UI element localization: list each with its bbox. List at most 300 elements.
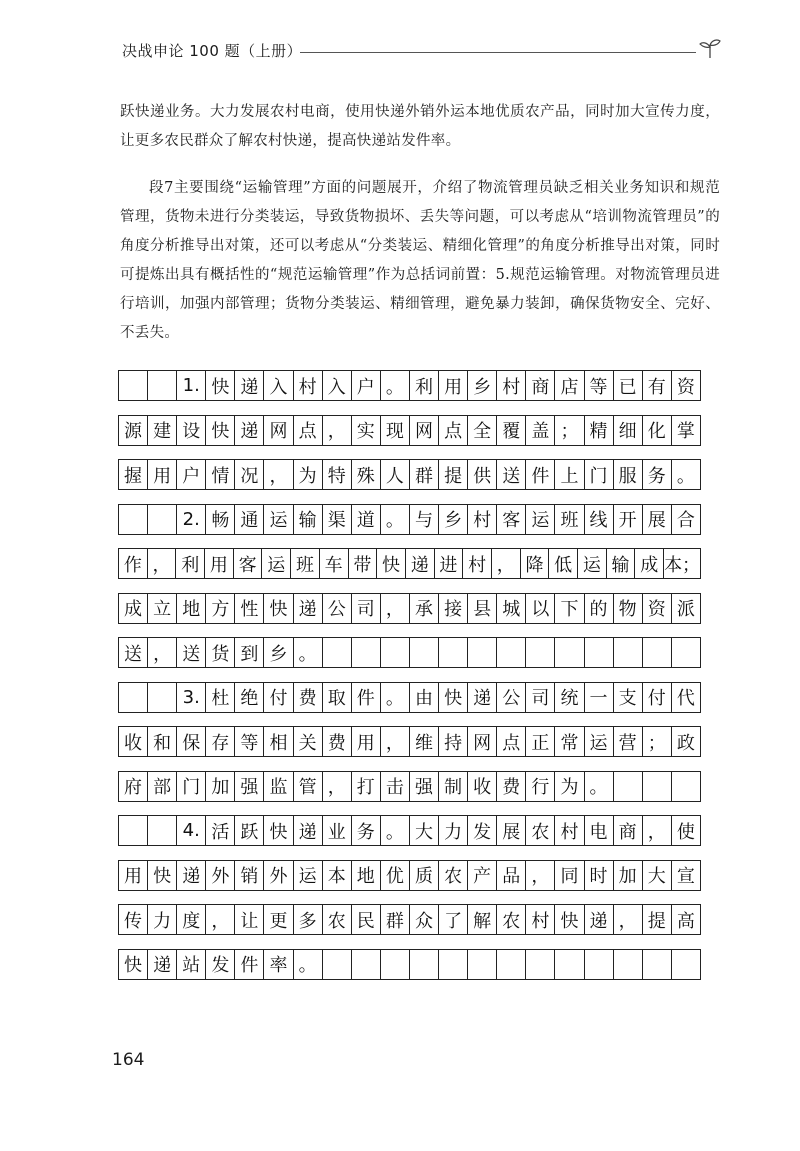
grid-cell: 产	[468, 861, 497, 890]
grid-cell: 。	[381, 371, 410, 400]
grid-cell: 存	[206, 727, 235, 756]
grid-cell	[614, 950, 643, 979]
grid-cell: 业	[323, 816, 352, 845]
grid-cell	[643, 638, 672, 667]
grid-cell: 用	[205, 549, 234, 578]
grid-cell: ，	[526, 861, 555, 890]
grid-cell	[410, 950, 439, 979]
grid-cell: 绝	[235, 683, 264, 712]
grid-cell	[323, 638, 352, 667]
grid-cell: 县	[468, 594, 497, 623]
grid-cell: 外	[264, 861, 293, 890]
grid-cell	[672, 950, 700, 979]
grid-cell: ，	[323, 416, 352, 445]
grid-cell	[643, 950, 672, 979]
grid-cell: 农	[526, 816, 555, 845]
grid-cell: 关	[294, 727, 323, 756]
grid-row	[118, 682, 701, 713]
grid-cell: 殊	[352, 460, 381, 489]
grid-cell: 本	[323, 861, 352, 890]
grid-cell: 群	[410, 460, 439, 489]
grid-cell: 取	[323, 683, 352, 712]
grid-cell	[526, 638, 555, 667]
grid-cell: 打	[352, 772, 381, 801]
grid-cell: 运	[578, 549, 607, 578]
grid-cell: 人	[381, 460, 410, 489]
grid-cell: 。	[676, 465, 695, 487]
grid-cell	[148, 683, 177, 712]
paragraph-continuation: 跃快递业务。大力发展农村电商，使用快递外销外运本地优质农产品，同时加大宣传力度，让更多农民群众了解农村快递，提高快递站发件率。	[120, 104, 720, 149]
grid-cell: 点	[294, 416, 323, 445]
grid-cell: 乡	[439, 505, 468, 534]
grid-cell: 快	[264, 594, 293, 623]
grid-cell: 件	[352, 683, 381, 712]
grid-cell	[439, 638, 468, 667]
grid-cell: 为	[555, 772, 584, 801]
grid-cell	[643, 772, 672, 801]
grid-cell: 传	[119, 905, 148, 934]
grid-cell: 地	[352, 861, 381, 890]
grid-cell: 运	[526, 505, 555, 534]
grid-cell: 成	[635, 549, 664, 578]
grid-cell: 用	[119, 861, 148, 890]
grid-cell: 统	[555, 683, 584, 712]
grid-cell: 部	[148, 772, 177, 801]
grid-cell: 建	[148, 416, 177, 445]
grid-cell: 递	[406, 549, 435, 578]
grid-cell: 班	[291, 549, 320, 578]
running-header	[122, 36, 722, 64]
grid-cell: 的	[585, 594, 614, 623]
grid-cell: ，	[614, 905, 643, 934]
grid-cell: 成	[119, 594, 148, 623]
grid-cell: 户	[352, 371, 381, 400]
sprout-icon	[698, 36, 722, 60]
grid-row	[118, 904, 701, 935]
grid-cell: 杜	[206, 683, 235, 712]
grid-cell: 提	[439, 460, 468, 489]
grid-cell: 况	[235, 460, 264, 489]
grid-cell: 利	[176, 549, 205, 578]
grid-cell	[119, 505, 148, 534]
grid-cell: 付	[643, 683, 672, 712]
grid-cell	[410, 638, 439, 667]
grid-cell: 接	[439, 594, 468, 623]
grid-cell: 畅	[206, 505, 235, 534]
grid-cell: 快	[377, 549, 406, 578]
grid-cell: 户	[177, 460, 206, 489]
grid-cell: 4.	[177, 816, 206, 845]
grid-cell	[352, 638, 381, 667]
grid-cell: 网	[410, 416, 439, 445]
grid-cell: 农	[439, 861, 468, 890]
grid-cell: 村	[526, 905, 555, 934]
grid-cell: 与	[410, 505, 439, 534]
grid-cell: 点	[497, 727, 526, 756]
grid-cell: 等	[235, 727, 264, 756]
grid-cell: 解	[468, 905, 497, 934]
grid-cell: ，	[381, 594, 410, 623]
grid-cell: 时	[585, 861, 614, 890]
grid-cell: 村	[468, 505, 497, 534]
grid-cell	[614, 638, 643, 667]
grid-cell: 村	[555, 816, 584, 845]
grid-cell: 营	[614, 727, 643, 756]
grid-cell: 维	[410, 727, 439, 756]
grid-cell: 高	[676, 910, 695, 932]
grid-cell: 击	[381, 772, 410, 801]
grid-cell: 收	[468, 772, 497, 801]
grid-cell: 品	[497, 861, 526, 890]
grid-cell: 正	[526, 727, 555, 756]
grid-cell: 细	[614, 416, 643, 445]
grid-row	[118, 637, 701, 668]
grid-cell: 。	[294, 638, 323, 667]
grid-cell: 大	[643, 861, 672, 890]
grid-cell: 府	[119, 772, 148, 801]
grid-cell: 强	[410, 772, 439, 801]
grid-cell: 全	[468, 416, 497, 445]
grid-cell: 货	[206, 638, 235, 667]
grid-cell: 派	[676, 599, 695, 620]
header-rule	[300, 52, 696, 53]
grid-cell	[497, 638, 526, 667]
grid-cell: 发	[206, 950, 235, 979]
grid-cell: 电	[585, 816, 614, 845]
grid-cell	[555, 950, 584, 979]
grid-cell	[381, 950, 410, 979]
grid-cell: 费	[294, 683, 323, 712]
grid-cell: ，	[148, 638, 177, 667]
grid-cell: 政	[676, 732, 695, 754]
grid-cell: 带	[349, 549, 378, 578]
grid-cell: 快	[206, 416, 235, 445]
grid-cell: 情	[206, 460, 235, 489]
grid-cell: 监	[264, 772, 293, 801]
grid-cell: 。	[294, 950, 323, 979]
grid-cell: 一	[585, 683, 614, 712]
grid-cell: 源	[119, 416, 148, 445]
grid-cell: 客	[234, 549, 263, 578]
grid-cell: 农	[497, 905, 526, 934]
grid-cell: 地	[177, 594, 206, 623]
grid-cell: 务	[643, 460, 672, 489]
grid-cell: 支	[614, 683, 643, 712]
grid-cell: 门	[585, 460, 614, 489]
grid-cell: 乡	[264, 638, 293, 667]
grid-cell: 开	[614, 505, 643, 534]
grid-cell: 网	[264, 416, 293, 445]
grid-cell: 客	[497, 505, 526, 534]
grid-cell: 质	[410, 861, 439, 890]
grid-cell: 性	[235, 594, 264, 623]
grid-cell: 降	[521, 549, 550, 578]
grid-cell: 送	[497, 460, 526, 489]
grid-cell: 服	[614, 460, 643, 489]
grid-cell: 用	[439, 371, 468, 400]
grid-cell: 跃	[235, 816, 264, 845]
grid-cell: 精	[585, 416, 614, 445]
grid-cell: 和	[148, 727, 177, 756]
grid-cell: 费	[497, 772, 526, 801]
grid-cell: 作	[119, 549, 148, 578]
grid-cell: 城	[497, 594, 526, 623]
grid-cell: 村	[497, 371, 526, 400]
grid-cell: 低	[549, 549, 578, 578]
grid-cell: 保	[177, 727, 206, 756]
grid-cell: 现	[381, 416, 410, 445]
grid-cell: 运	[264, 505, 293, 534]
grid-cell: 宣	[676, 866, 695, 887]
grid-cell: 物	[614, 594, 643, 623]
grid-cell: ，	[643, 816, 672, 845]
grid-cell: 快	[264, 816, 293, 845]
grid-cell: 资	[643, 594, 672, 623]
grid-cell: 等	[585, 371, 614, 400]
grid-cell: 力	[148, 905, 177, 934]
grid-cell	[148, 505, 177, 534]
grid-cell: 立	[148, 594, 177, 623]
grid-cell: 运	[294, 861, 323, 890]
grid-cell: 下	[555, 594, 584, 623]
grid-cell: ；	[555, 416, 584, 445]
grid-cell: 展	[497, 816, 526, 845]
grid-cell: 班	[555, 505, 584, 534]
grid-cell: ，	[492, 549, 521, 578]
grid-cell: 村	[463, 549, 492, 578]
grid-cell: 递	[294, 594, 323, 623]
grid-cell: 管	[294, 772, 323, 801]
grid-cell: 方	[206, 594, 235, 623]
grid-cell: 公	[323, 594, 352, 623]
grid-cell: 。	[381, 683, 410, 712]
grid-cell: 盖	[526, 416, 555, 445]
grid-cell: 司	[526, 683, 555, 712]
grid-cell: 利	[410, 371, 439, 400]
grid-cell: 费	[323, 727, 352, 756]
grid-cell: 商	[526, 371, 555, 400]
grid-cell: 资	[676, 376, 695, 398]
grid-cell: 渠	[323, 505, 352, 534]
grid-cell: ，	[148, 549, 177, 578]
grid-row	[118, 771, 701, 802]
grid-cell	[585, 638, 614, 667]
grid-cell: 同	[555, 861, 584, 890]
grid-cell: 。	[381, 505, 410, 534]
grid-cell: 已	[614, 371, 643, 400]
grid-cell: 门	[177, 772, 206, 801]
grid-cell: 用	[352, 727, 381, 756]
grid-cell: 掌	[676, 421, 695, 442]
grid-cell: 快	[439, 683, 468, 712]
grid-cell: 司	[352, 594, 381, 623]
grid-cell: 1.	[177, 371, 206, 400]
grid-cell: 发	[468, 816, 497, 845]
grid-cell: 相	[264, 727, 293, 756]
grid-cell: 销	[235, 861, 264, 890]
grid-cell	[468, 950, 497, 979]
grid-cell	[323, 950, 352, 979]
grid-cell	[439, 950, 468, 979]
grid-cell: 为	[294, 460, 323, 489]
grid-row	[118, 726, 701, 757]
paragraph-analysis: 段7主要围绕“运输管理”方面的问题展开，介绍了物流管理员缺乏相关业务知识和规范管理，货物未进行分类装运，导致货物损坏、丢失等问题，可以考虑从“培训物流管理员”的角度分析推导出对策，还可以考虑从“分类装运、精细化管理”的角度分析推导出对策，同时可提炼出具有概括性的“规范运输管理”作为总括词前置：5.规范运输管理。对物流管理员进行培训，加强内部管理；货物分类装运、精细管理，避免暴力装卸，确保货物安全、完好、不丢失。	[120, 180, 720, 341]
grid-cell: 外	[206, 861, 235, 890]
grid-cell: 由	[410, 683, 439, 712]
answer-grid	[118, 370, 701, 993]
grid-cell: 递	[235, 416, 264, 445]
grid-row	[118, 504, 701, 535]
grid-cell	[614, 772, 643, 801]
grid-cell: 送	[119, 638, 148, 667]
grid-cell: ，	[323, 772, 352, 801]
grid-cell: 展	[643, 505, 672, 534]
grid-cell: 运	[585, 727, 614, 756]
grid-cell	[555, 638, 584, 667]
grid-cell: 递	[585, 905, 614, 934]
grid-cell: 合	[676, 510, 695, 531]
grid-cell: 加	[206, 772, 235, 801]
grid-cell: 用	[148, 460, 177, 489]
grid-cell: 加	[614, 861, 643, 890]
grid-cell: 大	[410, 816, 439, 845]
grid-cell: 制	[439, 772, 468, 801]
grid-cell	[119, 371, 148, 400]
grid-cell: 有	[643, 371, 672, 400]
grid-cell: 运	[262, 549, 291, 578]
grid-cell: 更	[264, 905, 293, 934]
grid-cell: 。	[381, 816, 410, 845]
book-title: 决战申论 100 题（上册）	[122, 42, 303, 60]
grid-cell: 优	[381, 861, 410, 890]
grid-cell: 常	[555, 727, 584, 756]
grid-cell: 递	[235, 371, 264, 400]
grid-row	[118, 949, 701, 980]
grid-row	[118, 459, 701, 490]
grid-cell: 了	[439, 905, 468, 934]
grid-cell	[672, 638, 700, 667]
grid-row	[118, 548, 701, 579]
grid-cell: 入	[264, 371, 293, 400]
grid-cell: 特	[323, 460, 352, 489]
grid-cell: 本；	[664, 554, 701, 576]
grid-cell	[468, 638, 497, 667]
grid-cell: 递	[177, 861, 206, 890]
grid-cell	[352, 950, 381, 979]
grid-cell: 输	[607, 549, 636, 578]
grid-cell: 乡	[468, 371, 497, 400]
grid-cell: 送	[177, 638, 206, 667]
grid-cell: 输	[294, 505, 323, 534]
grid-cell: 3.	[177, 683, 206, 712]
grid-cell: ；	[643, 727, 672, 756]
grid-cell: 设	[177, 416, 206, 445]
grid-row	[118, 815, 701, 846]
grid-cell: 以	[526, 594, 555, 623]
grid-cell: 快	[148, 861, 177, 890]
grid-cell: 群	[381, 905, 410, 934]
grid-cell: 道	[352, 505, 381, 534]
grid-row	[118, 593, 701, 624]
grid-cell	[148, 371, 177, 400]
grid-cell: ，	[206, 905, 235, 934]
grid-cell: 商	[614, 816, 643, 845]
grid-cell	[526, 950, 555, 979]
grid-cell: 2.	[177, 505, 206, 534]
grid-cell: 站	[177, 950, 206, 979]
grid-cell: 提	[643, 905, 672, 934]
grid-cell: 点	[439, 416, 468, 445]
grid-cell: 快	[119, 950, 148, 979]
grid-cell: 多	[294, 905, 323, 934]
grid-cell	[585, 950, 614, 979]
grid-cell: 上	[555, 460, 584, 489]
grid-row	[118, 370, 701, 401]
grid-cell: 快	[206, 371, 235, 400]
grid-cell: 到	[235, 638, 264, 667]
grid-cell: 代	[676, 688, 695, 709]
grid-cell: 付	[264, 683, 293, 712]
grid-row	[118, 860, 701, 891]
grid-cell: 。	[585, 772, 614, 801]
grid-cell: 强	[235, 772, 264, 801]
grid-cell	[497, 950, 526, 979]
grid-cell: ，	[264, 460, 293, 489]
grid-cell: 让	[235, 905, 264, 934]
grid-cell: 供	[468, 460, 497, 489]
grid-cell: 民	[352, 905, 381, 934]
grid-cell: 通	[235, 505, 264, 534]
grid-cell: 化	[643, 416, 672, 445]
grid-cell: 覆	[497, 416, 526, 445]
grid-cell: 件	[235, 950, 264, 979]
grid-cell: 件	[526, 460, 555, 489]
grid-cell: 递	[468, 683, 497, 712]
grid-cell: 务	[352, 816, 381, 845]
grid-cell: 度	[177, 905, 206, 934]
grid-cell: 递	[294, 816, 323, 845]
grid-cell: ，	[381, 727, 410, 756]
grid-row	[118, 415, 701, 446]
grid-cell: 农	[323, 905, 352, 934]
grid-cell	[148, 816, 177, 845]
grid-cell: 承	[410, 594, 439, 623]
grid-cell: 收	[119, 727, 148, 756]
page-number: 164	[112, 1050, 145, 1070]
grid-cell: 行	[526, 772, 555, 801]
grid-cell: 车	[320, 549, 349, 578]
grid-cell: 众	[410, 905, 439, 934]
grid-cell	[381, 638, 410, 667]
grid-cell: 率	[264, 950, 293, 979]
grid-cell: 递	[148, 950, 177, 979]
grid-cell: 持	[439, 727, 468, 756]
grid-cell: 网	[468, 727, 497, 756]
grid-cell	[672, 772, 700, 801]
grid-cell: 力	[439, 816, 468, 845]
grid-cell: 使	[676, 821, 695, 843]
grid-cell: 入	[323, 371, 352, 400]
grid-cell: 线	[585, 505, 614, 534]
grid-cell: 握	[119, 460, 148, 489]
grid-cell: 店	[555, 371, 584, 400]
grid-cell: 村	[294, 371, 323, 400]
grid-cell	[119, 683, 148, 712]
grid-cell: 公	[497, 683, 526, 712]
grid-cell: 实	[352, 416, 381, 445]
grid-cell	[119, 816, 148, 845]
grid-cell: 进	[435, 549, 464, 578]
